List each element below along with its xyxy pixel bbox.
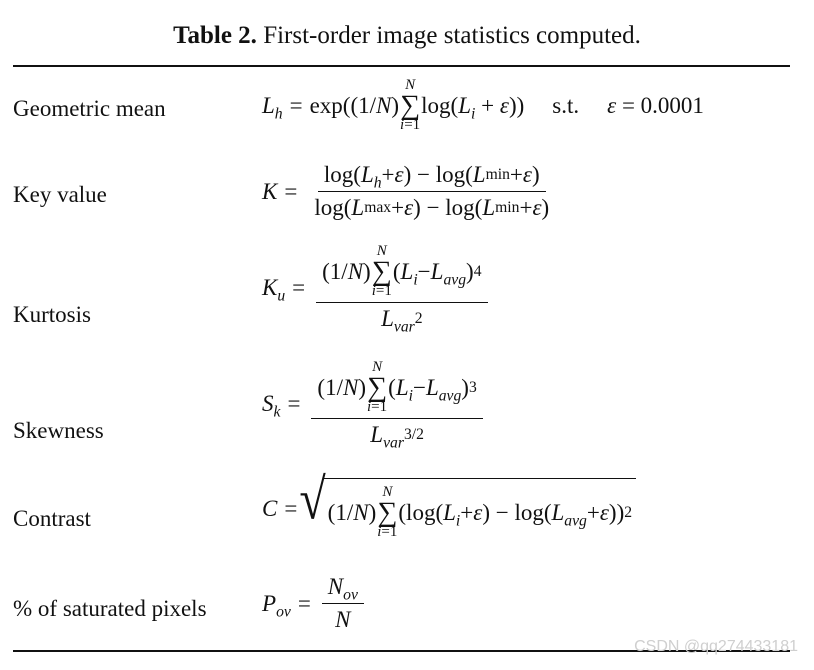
formula-skewness: $S_k$ = (1/ N ) N ∑ i=1 ( $L_i$ − $L_{avg}$ ) 3 $L_{var}$ 3/2 — [262, 360, 487, 448]
row-label-contrast: Contrast — [13, 506, 91, 531]
fraction: (1/ N ) N ∑ i=1 ( $L_i$ − $L_{avg}$ ) 3 $L_{var}$ 3/2 — [311, 360, 482, 448]
formula-key-value: K = log( $L_h$ + ε ) − log( L min + ε ) log( L max + ε ) − log( L min + ε ) — [262, 162, 559, 221]
row-label-key-value: Key value — [13, 182, 107, 207]
row-label-geometric-mean: Geometric mean — [13, 96, 166, 121]
table-number: Table 2. — [173, 22, 257, 49]
summation-symbol: N ∑ i=1 — [377, 484, 398, 541]
summation-symbol: N ∑ i=1 — [371, 243, 392, 300]
row-label-kurtosis: Kurtosis — [13, 302, 91, 327]
top-rule — [13, 65, 790, 67]
row-label-saturated-pixels: % of saturated pixels — [13, 596, 207, 621]
fraction: log( $L_h$ + ε ) − log( L min + ε ) log( L max + ε ) − log( L min + ε ) — [314, 162, 550, 220]
table-caption — [0, 22, 814, 50]
square-root: √ (1/ N ) N ∑ i=1 (log( $L_i$ + ε ) − log( $L_{avg}$ + ε )) 2 — [299, 478, 636, 540]
summation-symbol: N ∑ i=1 — [367, 359, 388, 416]
formula-saturated-pixels: $P_{ov}$ = $\frac{N_{ov}}{N}$ — [262, 574, 368, 633]
row-label-skewness: Skewness — [13, 418, 104, 443]
fraction: (1/ N ) N ∑ i=1 ( $L_i$ − $L_{avg}$ ) 4 $L_{var}$ 2 — [316, 244, 487, 332]
summation-symbol: N ∑ i=1 — [400, 77, 421, 134]
table-title: First-order image statistics computed. — [263, 22, 641, 49]
formula-kurtosis: $K_u$ = (1/ N ) N ∑ i=1 ( $L_i$ − $L_{avg}$ ) 4 $L_{var}$ 2 — [262, 244, 492, 332]
fraction: $\frac{N_{ov}}{N}$ — [322, 574, 364, 633]
watermark: CSDN @qq274433181 — [634, 638, 798, 655]
formula-geometric-mean: $L_h$ = exp((1/N) N ∑ i=1 $\log(L_i + \varepsilon)$) s.t. ε = 0.0001 — [262, 77, 704, 134]
formula-contrast: C = √ (1/ N ) N ∑ i=1 (log( $L_i$ + ε ) − log( $L_{avg}$ + ε )) 2 — [262, 478, 636, 540]
